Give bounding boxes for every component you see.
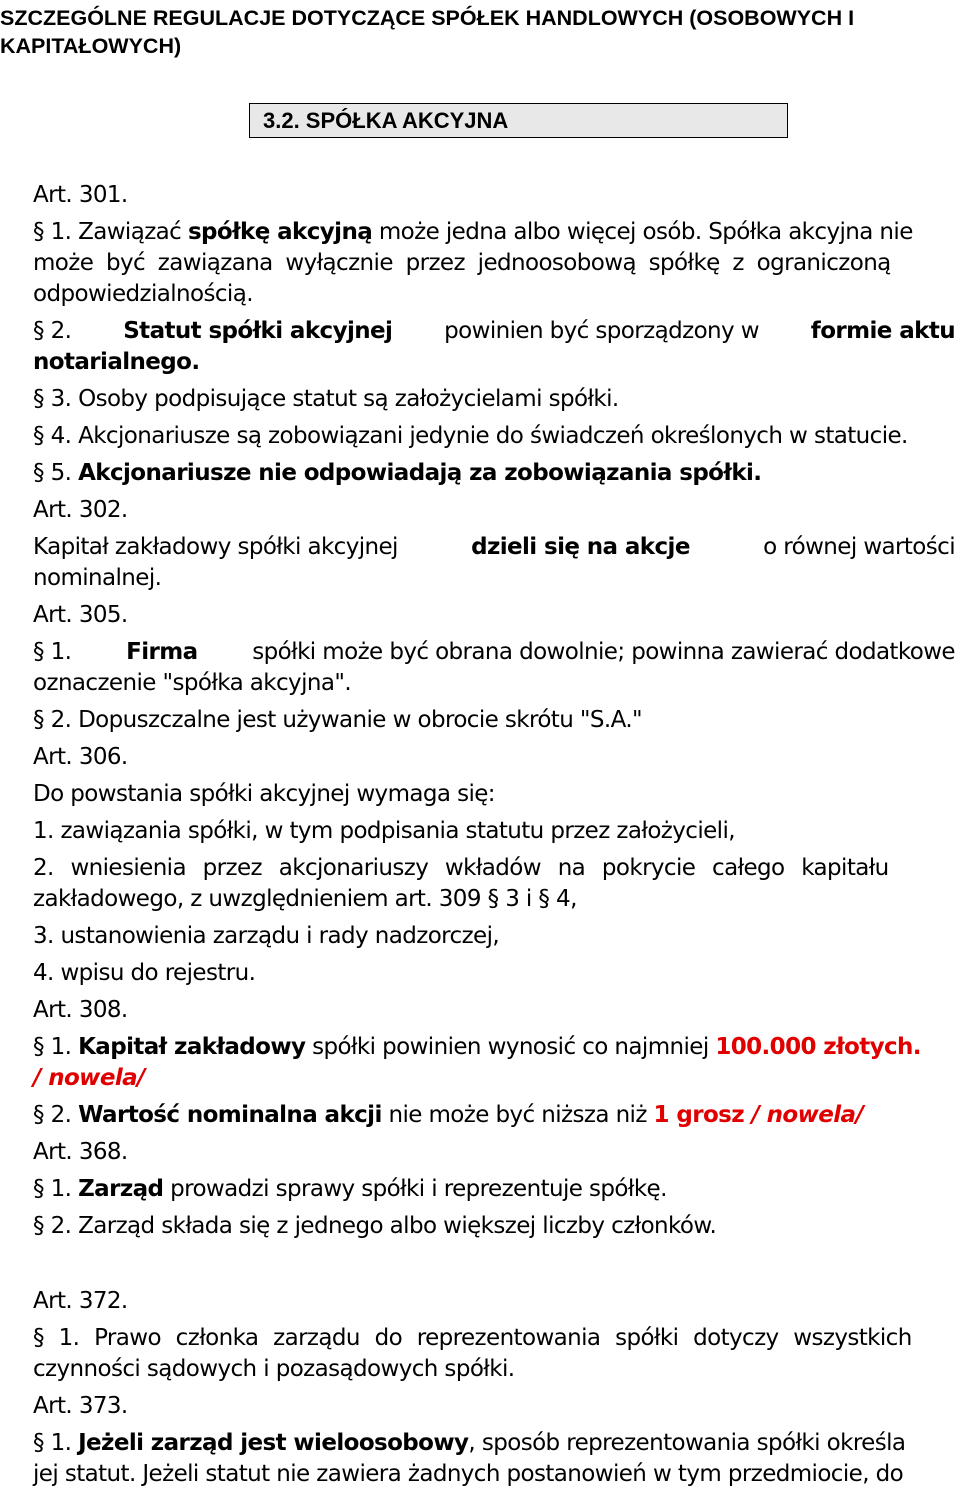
list-item: 1. zawiązania spółki, w tym podpisania statutu przez założycieli, [33, 818, 735, 844]
paragraph-line: § 2. Zarząd składa się z jednego albo większej liczby członków. [33, 1213, 717, 1239]
paragraph-line-justified: może być zawiązana wyłącznie przez jednoosobową spółkę z ograniczoną [33, 250, 891, 276]
paragraph-line-justified: Kapitał zakładowy spółki akcyjnej dzieli się na akcje o równej wartości [33, 534, 955, 560]
paragraph-line: § 2. Dopuszczalne jest używanie w obrocie skrótu "S.A." [33, 707, 643, 733]
list-item-justified: 2. wniesienia przez akcjonariuszy wkładów na pokrycie całego kapitału [33, 855, 889, 881]
paragraph-line: § 4. Akcjonariusze są zobowiązani jedynie do świadczeń określonych w statucie. [33, 423, 908, 449]
article-heading: Art. 368. [33, 1139, 128, 1165]
list-item: 3. ustanowienia zarządu i rady nadzorczej, [33, 923, 500, 949]
article-heading: Art. 306. [33, 744, 128, 770]
paragraph-line-justified: § 1. Prawo członka zarządu do reprezentowania spółki dotyczy wszystkich [33, 1325, 912, 1351]
paragraph-line: § 1. Zawiązać spółkę akcyjną może jedna albo więcej osób. Spółka akcyjna nie [33, 219, 913, 245]
article-heading: Art. 308. [33, 997, 128, 1023]
document-body [33, 180, 955, 1490]
paragraph-line: § 2. Wartość nominalna akcji nie może być niższa niż 1 grosz / nowela/ [33, 1102, 864, 1128]
paragraph-line: notarialnego. [33, 349, 200, 375]
list-item: 4. wpisu do rejestru. [33, 960, 256, 986]
paragraph-line: oznaczenie "spółka akcyjna". [33, 670, 352, 696]
header-title-line-1: SZCZEGÓLNE REGULACJE DOTYCZĄCE SPÓŁEK HANDLOWYCH (OSOBOWYCH I [0, 6, 855, 30]
paragraph-line: nominalnej. [33, 565, 162, 591]
document-header [0, 4, 955, 60]
section-title-box: 3.2. SPÓŁKA AKCYJNA [249, 103, 788, 138]
paragraph-line: czynności sądowych i pozasądowych spółki. [33, 1356, 515, 1382]
paragraph-line: Do powstania spółki akcyjnej wymaga się: [33, 781, 495, 807]
article-heading: Art. 301. [33, 182, 128, 208]
article-heading: Art. 305. [33, 602, 128, 628]
paragraph-line: § 3. Osoby podpisujące statut są założycielami spółki. [33, 386, 619, 412]
paragraph-line: § 1. Jeżeli zarząd jest wieloosobowy, sposób reprezentowania spółki określa [33, 1430, 906, 1456]
paragraph-line-justified: § 1. Firma spółki może być obrana dowolnie; powinna zawierać dodatkowe [33, 639, 955, 665]
paragraph-line: § 1. Zarząd prowadzi sprawy spółki i reprezentuje spółkę. [33, 1176, 667, 1202]
article-heading: Art. 372. [33, 1288, 128, 1314]
paragraph-line: § 1. Kapitał zakładowy spółki powinien wynosić co najmniej 100.000 złotych. [33, 1034, 921, 1060]
paragraph-line: § 5. Akcjonariusze nie odpowiadają za zobowiązania spółki. [33, 460, 762, 486]
list-item-continuation: zakładowego, z uwzględnieniem art. 309 § 3 i § 4, [33, 886, 577, 912]
paragraph-line-justified: § 2. Statut spółki akcyjnej powinien być sporządzony w formie aktu [33, 318, 955, 344]
amendment-note: / nowela/ [33, 1065, 145, 1091]
header-title-line-2: KAPITAŁOWYCH) [0, 34, 182, 58]
article-heading: Art. 373. [33, 1393, 128, 1419]
article-heading: Art. 302. [33, 497, 128, 523]
paragraph-line: jej statut. Jeżeli statut nie zawiera żadnych postanowień w tym przedmiocie, do [33, 1461, 904, 1487]
paragraph-line: odpowiedzialnością. [33, 281, 253, 307]
